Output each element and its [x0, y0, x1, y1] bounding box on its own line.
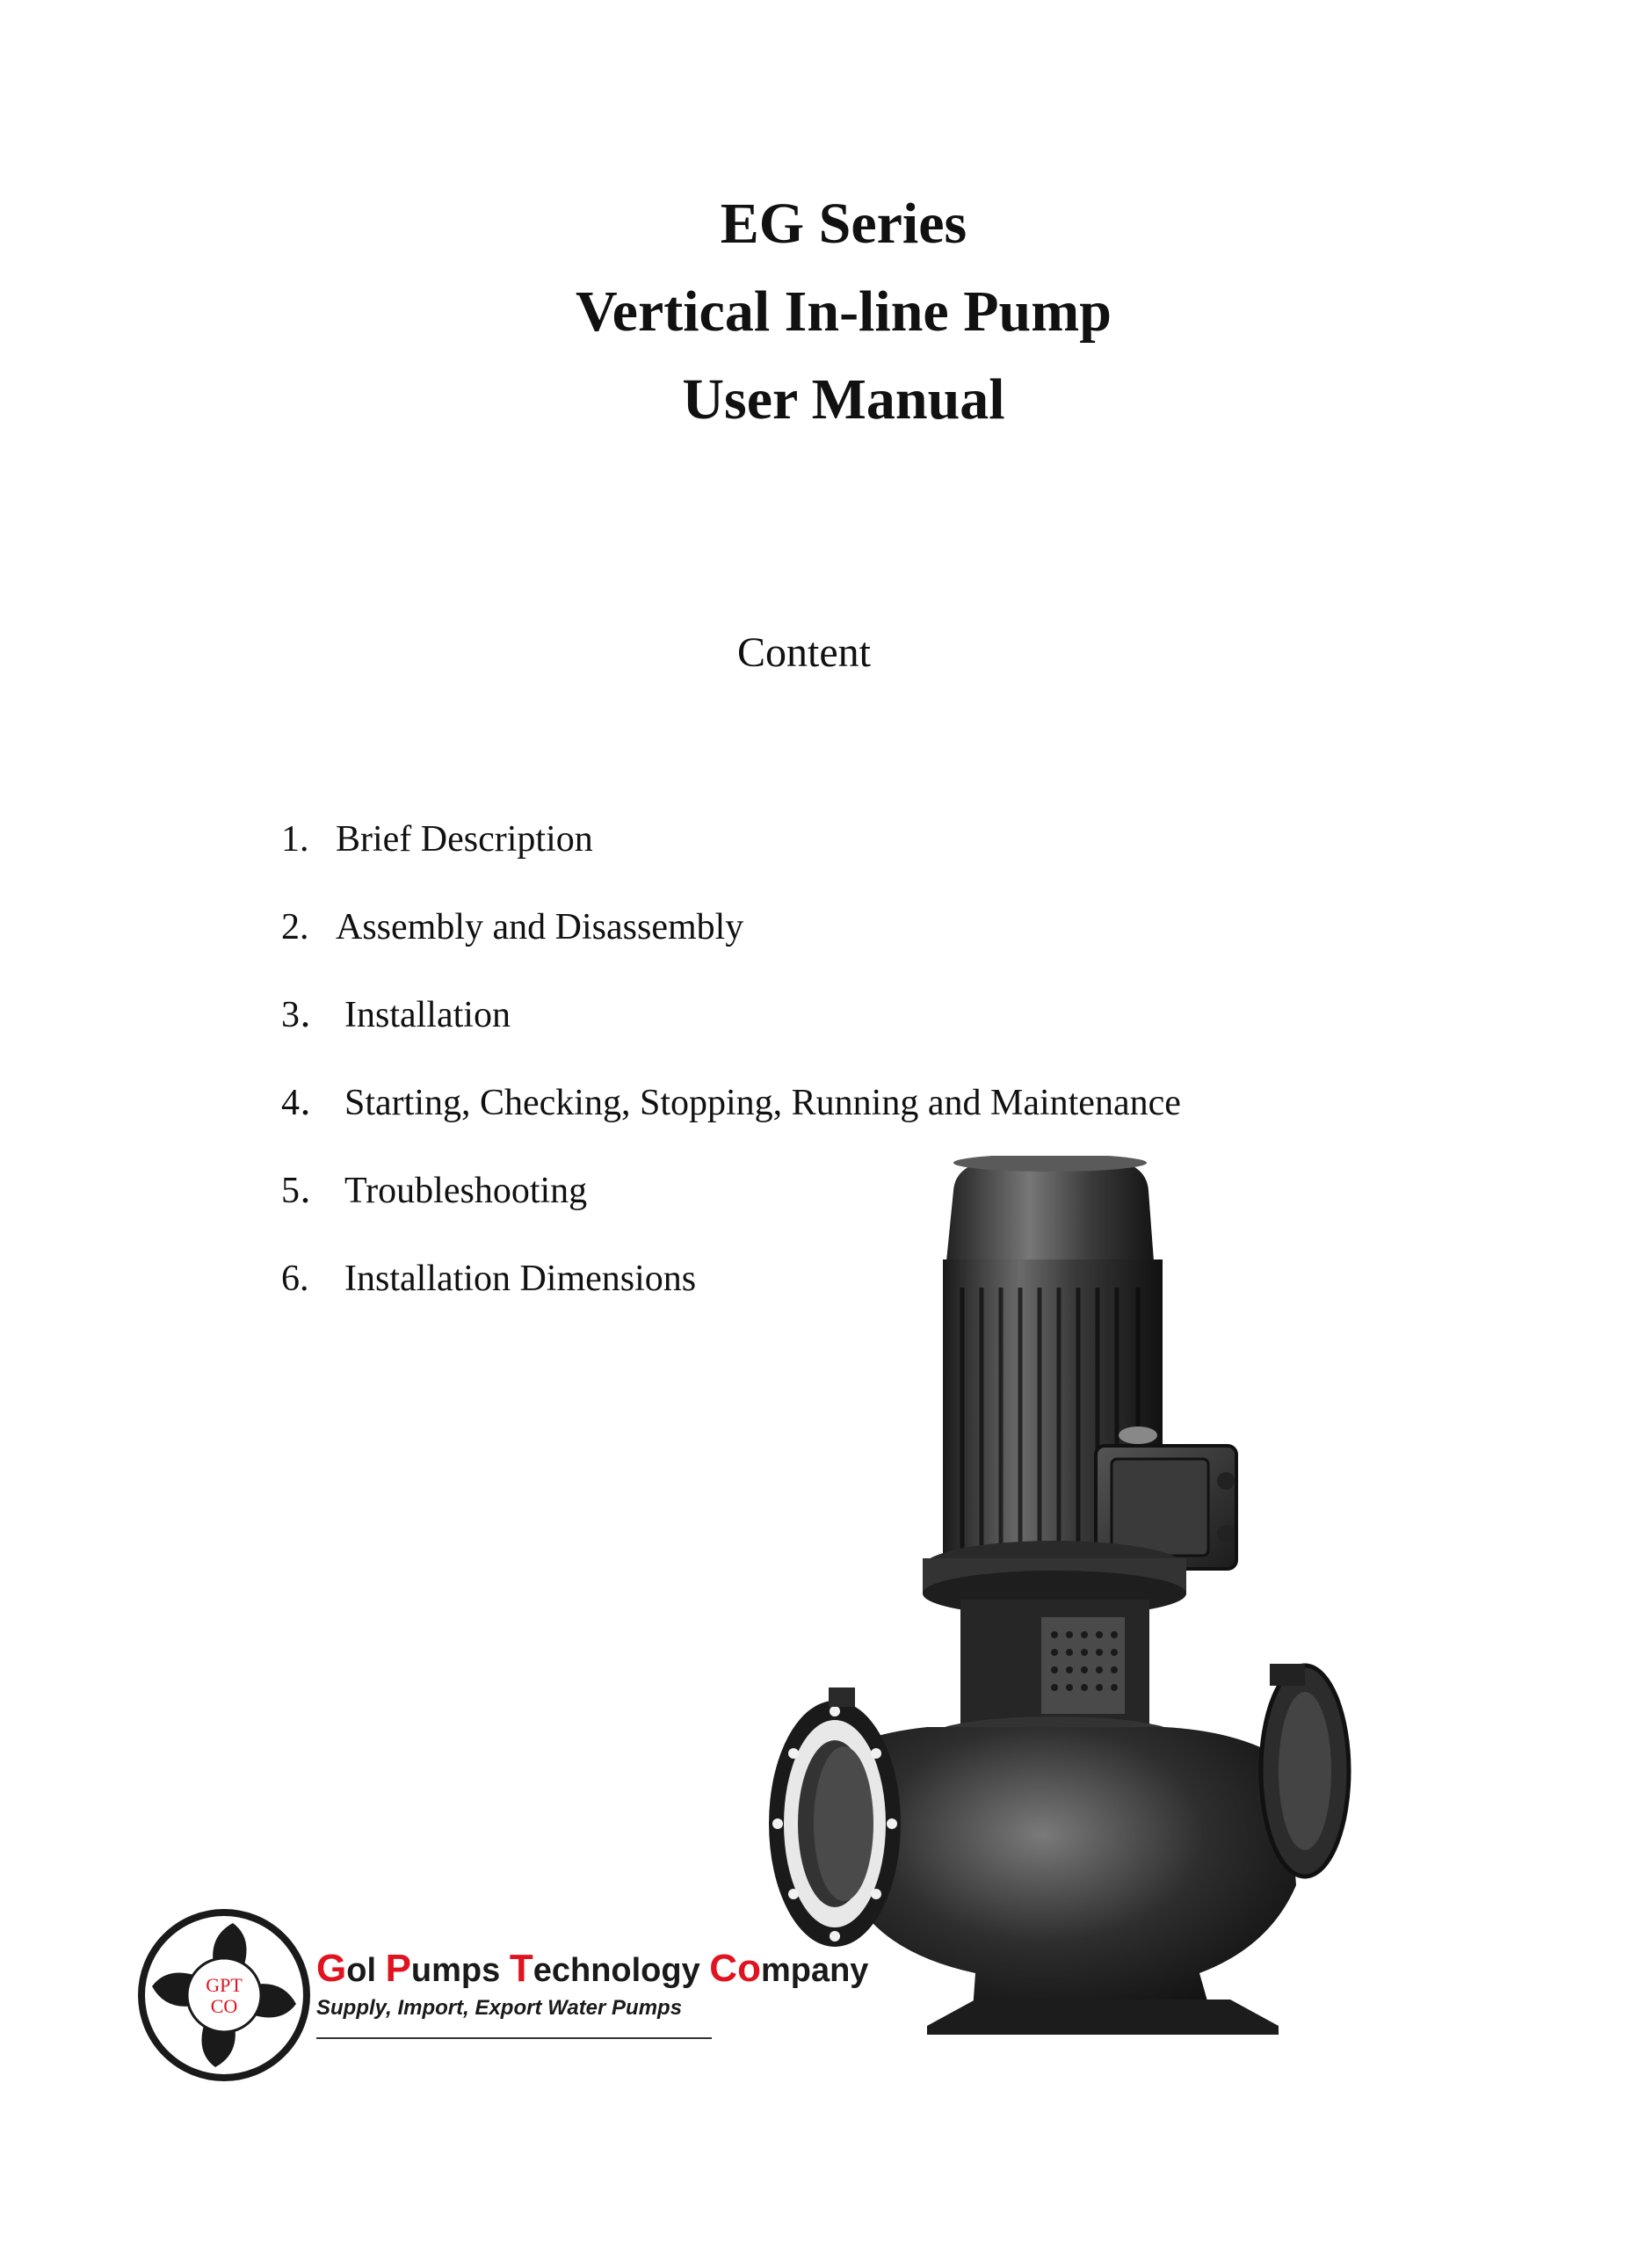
logo-line1: GPT: [206, 1974, 243, 1996]
company-block: [316, 1947, 868, 2021]
toc-item-label: Troubleshooting: [344, 1171, 588, 1211]
company-name-rest: umps: [410, 1952, 510, 1989]
toc-item-label: Assembly and Disassembly: [336, 907, 744, 947]
company-divider: [316, 2037, 712, 2039]
company-name-cap: P: [385, 1947, 411, 1990]
company-name-rest: ol: [346, 1952, 386, 1989]
company-name-cap: T: [509, 1947, 533, 1990]
company-name-rest: echnology: [533, 1952, 710, 1989]
toc-item-label: Installation: [344, 995, 511, 1035]
toc-item: [281, 1077, 1181, 1165]
toc-item: [281, 989, 1181, 1077]
toc-item-label: Starting, Checking, Stopping, Running and Maintenance: [344, 1083, 1181, 1123]
toc-item-number: 2.: [281, 907, 309, 947]
toc-item-label: Brief Description: [336, 819, 593, 860]
toc-item-number: 4．: [281, 1083, 337, 1123]
vertical-inline-pump-image: [751, 1156, 1410, 2035]
content-heading: Content: [737, 629, 871, 676]
company-tagline: Supply, Import, Export Water Pumps: [316, 1996, 683, 2020]
logo-line2: CO: [210, 1995, 238, 2017]
toc-item-number: 1.: [281, 819, 309, 860]
title-product: Vertical In-line Pump: [576, 279, 1112, 344]
company-name: [316, 1947, 868, 1991]
company-logo: [136, 1907, 312, 2083]
company-name-cap: G: [316, 1947, 347, 1990]
document-title: [0, 180, 1652, 444]
toc-item-number: 3．: [281, 995, 337, 1035]
title-manual: User Manual: [682, 367, 1005, 432]
toc-item-number: 6.: [281, 1259, 309, 1299]
company-name-cap: Co: [709, 1947, 761, 1990]
toc-item-label: Installation Dimensions: [344, 1259, 697, 1299]
toc-item-number: 5．: [281, 1171, 337, 1211]
toc-item: [281, 901, 1181, 989]
title-series: EG Series: [720, 192, 967, 256]
toc-item: [281, 813, 1181, 901]
company-name-rest: mpany: [760, 1952, 869, 1989]
